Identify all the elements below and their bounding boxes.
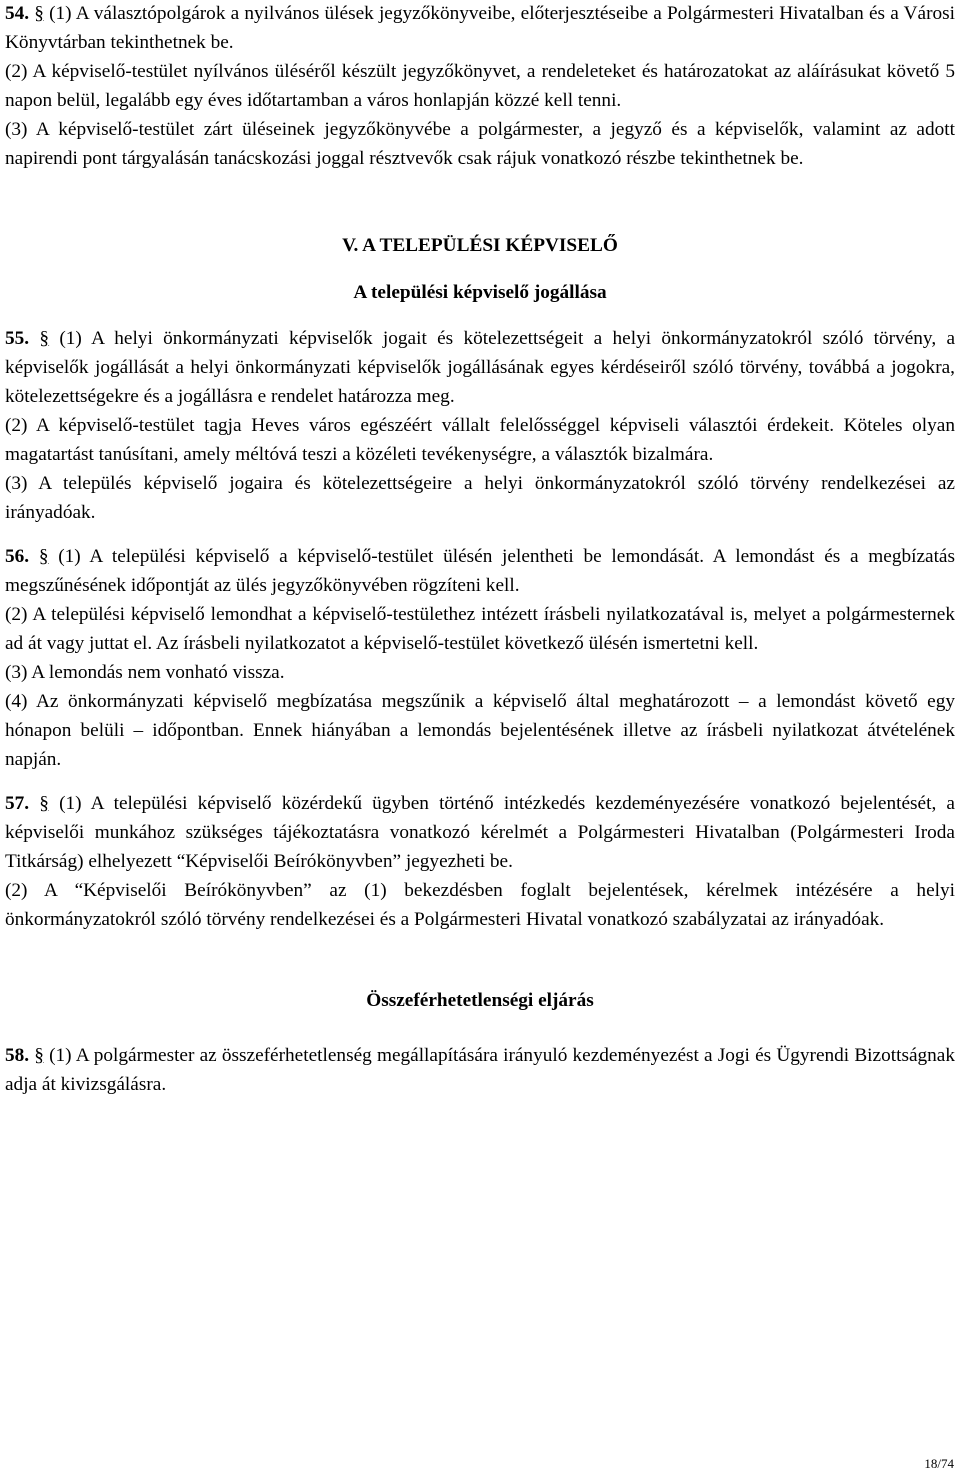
section-sign: § (38, 546, 49, 567)
chapter-subtitle: A települési képviselő jogállása (353, 282, 607, 303)
paragraph-57-2: (2) A “Képviselői Beírókönyvben” az (1) bekezdésben foglalt bejelentések, kérelmek intézésére a helyi önkormányzatokról szóló törvény rendelkezései és a Polgármesteri Hivatal vonatkozó szabályzatai az irányadóak. (5, 880, 955, 930)
paragraph-58-1 (5, 1041, 955, 1099)
paragraph-56-4: (4) Az önkormányzati képviselő megbízatása megszűnik a képviselő által meghatározott – a lemondást követő egy hónapon belüli – időpontban. Ennek hiányában a lemondás bejelentésének illetve az írásbeli nyilatkozat átvételének napján. (5, 691, 955, 770)
paragraph-56-1 (5, 542, 955, 600)
section-number: 55. (5, 328, 30, 349)
paragraph-text: (1) A települési képviselő közérdekű ügyben történő intézkedés kezdeményezésére vonatkozó bejelentését, a képviselői munkához szükséges tájékoztatásra vonatkozó kérelmét a Polgármesteri Hivatalban (Polgármesteri Iroda Titkárság) elhelyezett “Képviselői Beírókönyvben” jegyezheti be. (5, 793, 955, 872)
paragraph-text: (1) A választópolgárok a nyilvános ülések jegyzőkönyveibe, előterjesztéseibe a Polgármesteri Hivatalban és a Városi Könyvtárban tekinthetnek be. (5, 3, 956, 53)
paragraph-55-1 (5, 324, 955, 411)
section-sign: § (39, 793, 49, 814)
page-number: 18/74 (924, 1456, 954, 1471)
paragraph-54-2: (2) A képviselő-testület nyílvános üléséről készült jegyzőkönyvet, a rendeleteket és határozatokat az aláírásukat követő 5 napon belül, legalább egy éves időtartamban a város honlapján közzé kell tenni. (5, 61, 955, 111)
paragraph-text: (1) A helyi önkormányzati képviselők jogait és kötelezettségeit a helyi önkormányzatokról szóló törvény, a képviselők jogállását a helyi önkormányzati képviselők jogállásának egyes kérdéseiről szóló törvény, továbbá a jogokra, kötelezettségekre és a jogállásra e rendelet határozza meg. (5, 328, 955, 407)
section-sign: § (34, 1045, 44, 1066)
paragraph-text: (1) A települési képviselő a képviselő-testület ülésén jelentheti be lemondását. A lemondást és a megbízatás megszűnésének időpontját az ülés jegyzőkönyvében rögzíteni kell. (5, 546, 955, 596)
section-number: 56. (5, 546, 30, 567)
section-title: Összeférhetetlenségi eljárás (366, 990, 594, 1011)
paragraph-56-2: (2) A települési képviselő lemondhat a képviselő-testülethez intézett írásbeli nyilatkozatával is, melyet a polgármesternek ad át vagy juttat el. Az írásbeli nyilatkozatot a képviselő-testület következő ülésén ismertetni kell. (5, 604, 955, 654)
section-number: 57. (5, 793, 30, 814)
document-page (5, 0, 955, 1099)
paragraph-54-1 (5, 0, 955, 57)
paragraph-57-1 (5, 789, 955, 876)
paragraph-text: (1) A polgármester az összeférhetetlenség megállapítására irányuló kezdeményezést a Jogi és Ügyrendi Bizottságnak adja át kivizsgálásra. (5, 1045, 955, 1095)
section-sign: § (34, 3, 44, 24)
paragraph-56-3: (3) A lemondás nem vonható vissza. (5, 662, 285, 683)
section-sign: § (39, 328, 50, 349)
paragraph-55-3: (3) A település képviselő jogaira és kötelezettségeire a helyi önkormányzatokról szóló törvény rendelkezései az irányadóak. (5, 473, 955, 523)
chapter-title: V. A TELEPÜLÉSI KÉPVISELŐ (342, 235, 618, 256)
section-number: 58. (5, 1045, 30, 1066)
paragraph-54-3: (3) A képviselő-testület zárt üléseinek jegyzőkönyvébe a polgármester, a jegyző és a képviselők, valamint az adott napirendi pont tárgyalásán tanácskozási joggal résztvevők csak rájuk vonatkozó részbe tekinthetnek be. (5, 119, 955, 169)
paragraph-55-2: (2) A képviselő-testület tagja Heves város egészéért vállalt felelősséggel képviseli választói érdekeit. Köteles olyan magatartást tanúsítani, amely méltóvá teszi a közéleti tevékenységre, a választók bizalmára. (5, 415, 955, 465)
section-number: 54. (5, 3, 30, 24)
